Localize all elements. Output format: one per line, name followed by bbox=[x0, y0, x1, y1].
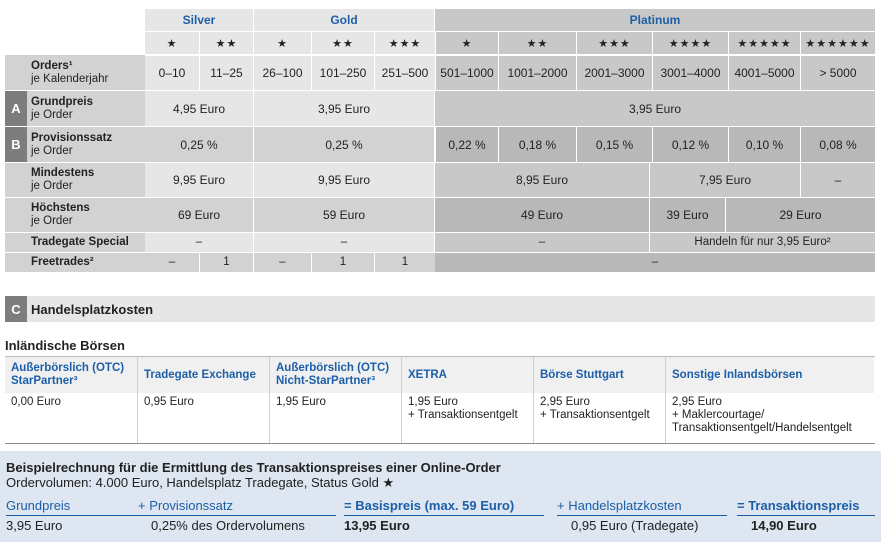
exchange-price-value: 1,95 Euro bbox=[276, 396, 326, 408]
row-label-sub: je Order bbox=[31, 215, 73, 227]
exchange-price-extra: + Transaktionsentgelt bbox=[540, 409, 650, 421]
provision-platinum: 0,15 % bbox=[577, 127, 652, 162]
orders-range: 2001–3000 bbox=[577, 56, 652, 90]
exchange-price-value: 1,95 Euro bbox=[408, 396, 458, 408]
row-label-title: Tradegate Special bbox=[31, 236, 129, 248]
grundpreis-silver: 4,95 Euro bbox=[145, 91, 253, 126]
calc-value: 13,95 Euro bbox=[344, 517, 410, 533]
subsection-title: Inländische Börsen bbox=[5, 337, 125, 353]
exchange-price-value: 0,95 Euro bbox=[144, 396, 194, 408]
calc-underline bbox=[6, 515, 336, 516]
orders-range: 501–1000 bbox=[436, 56, 498, 90]
calc-value: 14,90 Euro bbox=[751, 517, 817, 533]
exchange-header-text bbox=[276, 359, 399, 391]
divider bbox=[5, 443, 875, 444]
exchange-header-text bbox=[11, 359, 135, 391]
row-label bbox=[31, 127, 143, 162]
exchange-price-extra: + Transaktionsentgelt bbox=[408, 409, 518, 421]
exchange-header-text bbox=[144, 359, 267, 391]
orders-range: 26–100 bbox=[254, 56, 311, 90]
exchange-price-extra: Transaktionsentgelt/Handelsentgelt bbox=[672, 422, 852, 434]
mindestens-platinum-3: – bbox=[801, 163, 875, 197]
exchange-price-extra: + Maklercourtage/ bbox=[672, 409, 765, 421]
mindestens-platinum-2: 7,95 Euro bbox=[650, 163, 800, 197]
row-label-title: Höchstens bbox=[31, 202, 90, 214]
section-badge: A bbox=[5, 91, 27, 126]
star-rating: ★★ bbox=[312, 32, 374, 54]
exchange-price bbox=[276, 395, 399, 443]
provision-platinum: 0,08 % bbox=[801, 127, 875, 162]
row-label bbox=[31, 55, 143, 90]
section-c-title: Handelsplatzkosten bbox=[31, 301, 154, 317]
orders-range: > 5000 bbox=[801, 56, 875, 90]
tradegate-platinum-2: Handeln für nur 3,95 Euro² bbox=[650, 233, 875, 252]
example-subtitle: Ordervolumen: 4.000 Euro, Handelsplatz Tradegate, Status Gold ★ bbox=[6, 475, 395, 490]
star-rating: ★★★ bbox=[375, 32, 435, 54]
hoechstens-platinum-2: 39 Euro bbox=[650, 198, 725, 232]
column-divider bbox=[533, 357, 534, 443]
tradegate-silver: – bbox=[145, 233, 253, 252]
mindestens-silver: 9,95 Euro bbox=[145, 163, 253, 197]
provision-platinum: 0,22 % bbox=[436, 127, 498, 162]
provision-silver: 0,25 % bbox=[145, 127, 253, 162]
exchange-header-text bbox=[408, 359, 531, 391]
exchange-price-value: 0,00 Euro bbox=[11, 396, 61, 408]
orders-range: 101–250 bbox=[312, 56, 374, 90]
column-divider bbox=[269, 357, 270, 443]
provision-platinum: 0,12 % bbox=[653, 127, 728, 162]
mindestens-gold: 9,95 Euro bbox=[254, 163, 434, 197]
orders-range: 1001–2000 bbox=[499, 56, 576, 90]
star-rating: ★★★★★ bbox=[729, 32, 800, 54]
row-label-sub: je Order bbox=[31, 144, 73, 157]
star-rating: ★ bbox=[436, 32, 498, 54]
calc-header: + Provisionssatz bbox=[138, 497, 234, 513]
calc-value: 3,95 Euro bbox=[6, 517, 63, 533]
orders-range: 4001–5000 bbox=[729, 56, 800, 90]
calc-header: Grundpreis bbox=[6, 497, 71, 513]
star-rating: ★★★★ bbox=[653, 32, 728, 54]
hoechstens-platinum-3: 29 Euro bbox=[726, 198, 875, 232]
exchange-price-value: 2,95 Euro bbox=[672, 396, 722, 408]
row-label-sub: je Order bbox=[31, 180, 73, 192]
star-rating: ★★★★★★ bbox=[801, 32, 875, 54]
orders-range: 251–500 bbox=[375, 56, 435, 90]
star-rating: ★ bbox=[145, 32, 199, 54]
hoechstens-platinum-1: 49 Euro bbox=[435, 198, 649, 232]
exchange-price-value: 2,95 Euro bbox=[540, 396, 590, 408]
row-label bbox=[31, 163, 143, 197]
star-rating: ★ bbox=[254, 32, 311, 54]
row-label-title: Freetrades² bbox=[31, 256, 94, 268]
orders-range: 0–10 bbox=[145, 56, 199, 90]
star-rating: ★★★ bbox=[577, 32, 652, 54]
calc-value: 0,95 Euro (Tradegate) bbox=[571, 517, 699, 533]
provision-platinum: 0,18 % bbox=[499, 127, 576, 162]
hoechstens-gold: 59 Euro bbox=[254, 198, 434, 232]
provision-platinum: 0,10 % bbox=[729, 127, 800, 162]
row-label-title: Mindestens bbox=[31, 167, 95, 179]
freetrades-value: – bbox=[254, 253, 311, 272]
calc-underline bbox=[737, 515, 875, 516]
exchange-name: Sonstige Inlandsbörsen bbox=[672, 368, 803, 381]
exchange-price bbox=[672, 395, 872, 443]
row-label bbox=[31, 91, 143, 126]
hoechstens-silver: 69 Euro bbox=[145, 198, 253, 232]
orders-label: Orders¹ bbox=[31, 59, 73, 72]
calc-header: = Transaktionspreis bbox=[737, 497, 860, 513]
exchange-header-text bbox=[672, 359, 872, 391]
exchange-name-sub: StarPartner³ bbox=[11, 375, 78, 387]
section-badge: C bbox=[5, 296, 27, 322]
orders-range: 11–25 bbox=[200, 56, 253, 90]
row-label-title: Provisionssatz bbox=[31, 131, 113, 144]
exchange-price bbox=[144, 395, 267, 443]
row-label bbox=[31, 253, 143, 272]
row-label-sub: je Order bbox=[31, 108, 73, 121]
column-divider bbox=[401, 357, 402, 443]
section-title bbox=[31, 296, 331, 322]
exchange-name: Börse Stuttgart bbox=[540, 368, 624, 381]
tradegate-platinum-1: – bbox=[435, 233, 649, 252]
calc-underline bbox=[344, 515, 544, 516]
exchange-name: Tradegate Exchange bbox=[144, 368, 256, 381]
exchange-name: Außerbörslich (OTC) bbox=[276, 362, 390, 374]
exchange-price bbox=[540, 395, 663, 443]
star-rating: ★★ bbox=[499, 32, 576, 54]
exchange-header-text bbox=[540, 359, 663, 391]
freetrades-value: 1 bbox=[312, 253, 374, 272]
freetrades-value: 1 bbox=[375, 253, 435, 272]
exchange-price bbox=[408, 395, 531, 443]
tier-silver: Silver bbox=[145, 9, 253, 31]
exchange-price bbox=[11, 395, 135, 443]
row-label bbox=[31, 233, 143, 252]
exchange-name: XETRA bbox=[408, 368, 447, 381]
freetrades-value: – bbox=[145, 253, 199, 272]
example-title: Beispielrechnung für die Ermittlung des Transaktionspreises einer Online-Order bbox=[6, 459, 501, 475]
freetrades-platinum: – bbox=[435, 253, 875, 272]
calc-header: + Handelsplatzkosten bbox=[557, 497, 682, 513]
calc-header: = Basispreis (max. 59 Euro) bbox=[344, 497, 515, 513]
row-label-title: Grundpreis bbox=[31, 95, 93, 108]
exchange-name: Außerbörslich (OTC) bbox=[11, 362, 125, 374]
section-badge: B bbox=[5, 127, 27, 162]
exchange-name-sub: Nicht-StarPartner³ bbox=[276, 375, 376, 387]
orders-range: 3001–4000 bbox=[653, 56, 728, 90]
column-divider bbox=[665, 357, 666, 443]
mindestens-platinum-1: 8,95 Euro bbox=[435, 163, 649, 197]
tradegate-gold: – bbox=[254, 233, 434, 252]
orders-sub: je Kalenderjahr bbox=[31, 72, 109, 85]
calc-underline bbox=[557, 515, 727, 516]
tier-platinum: Platinum bbox=[435, 9, 875, 31]
provision-gold: 0,25 % bbox=[254, 127, 434, 162]
star-rating: ★★ bbox=[200, 32, 253, 54]
column-divider bbox=[137, 357, 138, 443]
freetrades-value: 1 bbox=[200, 253, 253, 272]
grundpreis-platinum: 3,95 Euro bbox=[435, 91, 875, 126]
grundpreis-gold: 3,95 Euro bbox=[254, 91, 434, 126]
calc-value: 0,25% des Ordervolumens bbox=[151, 517, 305, 533]
row-label bbox=[31, 198, 143, 232]
tier-gold: Gold bbox=[254, 9, 434, 31]
